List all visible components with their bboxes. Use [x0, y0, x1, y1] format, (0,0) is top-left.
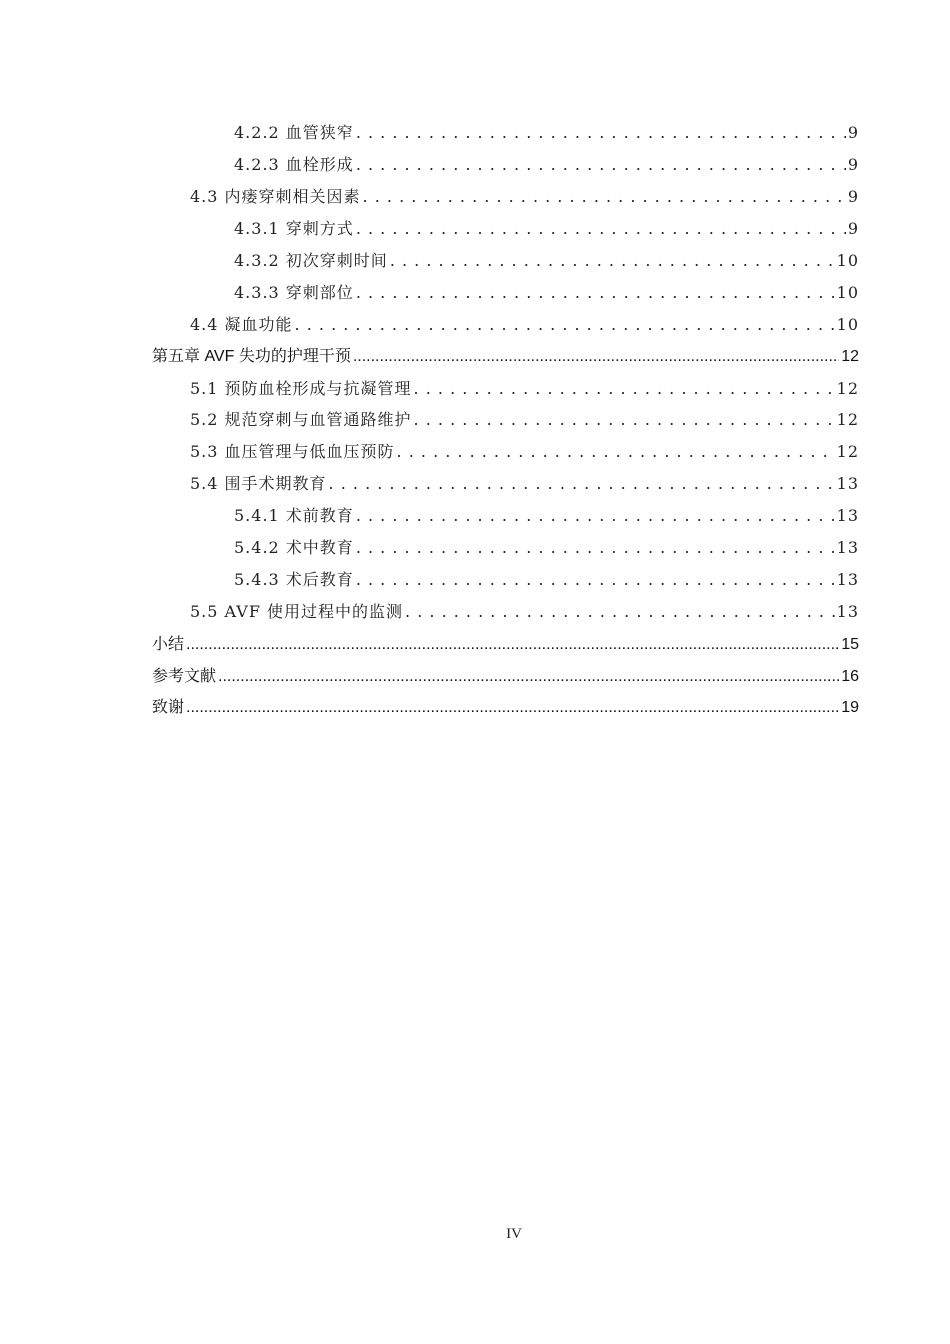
page-number: IV: [506, 1226, 522, 1242]
dot-leader: [356, 123, 846, 142]
toc-entry-page: 9: [847, 187, 859, 206]
toc-entry-page: 12: [836, 379, 859, 398]
toc-entry-label: 致谢: [152, 699, 185, 716]
toc-entry-page: 9: [847, 219, 859, 238]
toc-entry-page: 9: [847, 123, 859, 142]
toc-entry-label: 4.4 凝血功能: [190, 315, 293, 334]
toc-chapter-entry[interactable]: [152, 631, 859, 654]
toc-entry[interactable]: [190, 376, 859, 399]
toc-entry[interactable]: [190, 439, 859, 462]
toc-entry-label: 第五章 AVF 失功的护理干预: [152, 348, 351, 365]
toc-entry-label: 参考文献: [152, 668, 217, 685]
toc-entry-label: 5.4 围手术期教育: [190, 474, 327, 493]
dot-leader: [186, 699, 839, 717]
toc-entry[interactable]: [190, 471, 859, 494]
toc-entry-label: 4.3.2 初次穿刺时间: [234, 251, 388, 270]
toc-entry-page: 10: [836, 315, 859, 334]
toc-entry-label: 4.2.3 血栓形成: [234, 155, 354, 174]
dot-leader: [329, 474, 835, 493]
dot-leader: [353, 348, 839, 366]
dot-leader: [186, 636, 839, 654]
dot-leader: [356, 283, 835, 302]
toc-entry-page: 16: [841, 668, 859, 685]
dot-leader: [390, 251, 835, 270]
toc-entry-page: 10: [836, 251, 859, 270]
toc-chapter-entry[interactable]: [152, 343, 859, 366]
dot-leader: [356, 506, 835, 525]
dot-leader: [295, 315, 835, 334]
dot-leader: [414, 410, 835, 429]
toc-entry-label: 5.2 规范穿刺与血管通路维护: [190, 410, 412, 429]
toc-entry[interactable]: [234, 567, 859, 590]
dot-leader: [356, 570, 835, 589]
toc-entry-label: 5.1 预防血栓形成与抗凝管理: [190, 379, 412, 398]
dot-leader: [218, 668, 839, 686]
toc-entry-page: 13: [836, 474, 859, 493]
toc-entry[interactable]: [190, 407, 859, 430]
toc-entry-label: 5.4.2 术中教育: [234, 538, 354, 557]
toc-entry[interactable]: [190, 184, 859, 207]
toc-chapter-entry[interactable]: [152, 694, 859, 717]
toc-entry-page: 12: [836, 442, 859, 461]
toc-entry-page: 12: [841, 348, 859, 365]
dot-leader: [356, 219, 846, 238]
toc-entry-page: 13: [836, 538, 859, 557]
toc-entry-label: 4.3.1 穿刺方式: [234, 219, 354, 238]
toc-entry-page: 13: [836, 506, 859, 525]
toc-entry-page: 13: [836, 602, 859, 621]
toc-chapter-entry[interactable]: [152, 663, 859, 686]
toc-entry-label: 5.4.1 术前教育: [234, 506, 354, 525]
dot-leader: [414, 379, 835, 398]
toc-entry[interactable]: [234, 120, 859, 143]
toc-entry-label: 小结: [152, 636, 185, 653]
dot-leader: [405, 602, 835, 621]
dot-leader: [356, 155, 846, 174]
toc-entry-label: 4.2.2 血管狭窄: [234, 123, 354, 142]
toc-entry-label: 5.4.3 术后教育: [234, 570, 354, 589]
toc-entry-label: 5.5 AVF 使用过程中的监测: [190, 602, 404, 621]
dot-leader: [363, 187, 846, 206]
toc-entry-label: 4.3.3 穿刺部位: [234, 283, 354, 302]
toc-entry[interactable]: [190, 312, 859, 335]
toc-entry-label: 5.3 血压管理与低血压预防: [190, 442, 395, 461]
toc-entry[interactable]: [234, 216, 859, 239]
toc-entry-page: 13: [836, 570, 859, 589]
toc-entry[interactable]: [234, 248, 859, 271]
toc-entry-page: 15: [841, 636, 859, 653]
dot-leader: [356, 538, 835, 557]
toc-entry-page: 9: [847, 155, 859, 174]
toc-entry-page: 12: [836, 410, 859, 429]
toc-entry-page: 10: [836, 283, 859, 302]
toc-entry[interactable]: [234, 152, 859, 175]
toc-entry[interactable]: [234, 535, 859, 558]
toc-entry-label: 4.3 内瘘穿刺相关因素: [190, 187, 361, 206]
toc-entry[interactable]: [234, 503, 859, 526]
toc-entry-page: 19: [841, 699, 859, 716]
dot-leader: [397, 442, 835, 461]
toc-entry[interactable]: [234, 280, 859, 303]
toc-entry[interactable]: [190, 599, 859, 622]
